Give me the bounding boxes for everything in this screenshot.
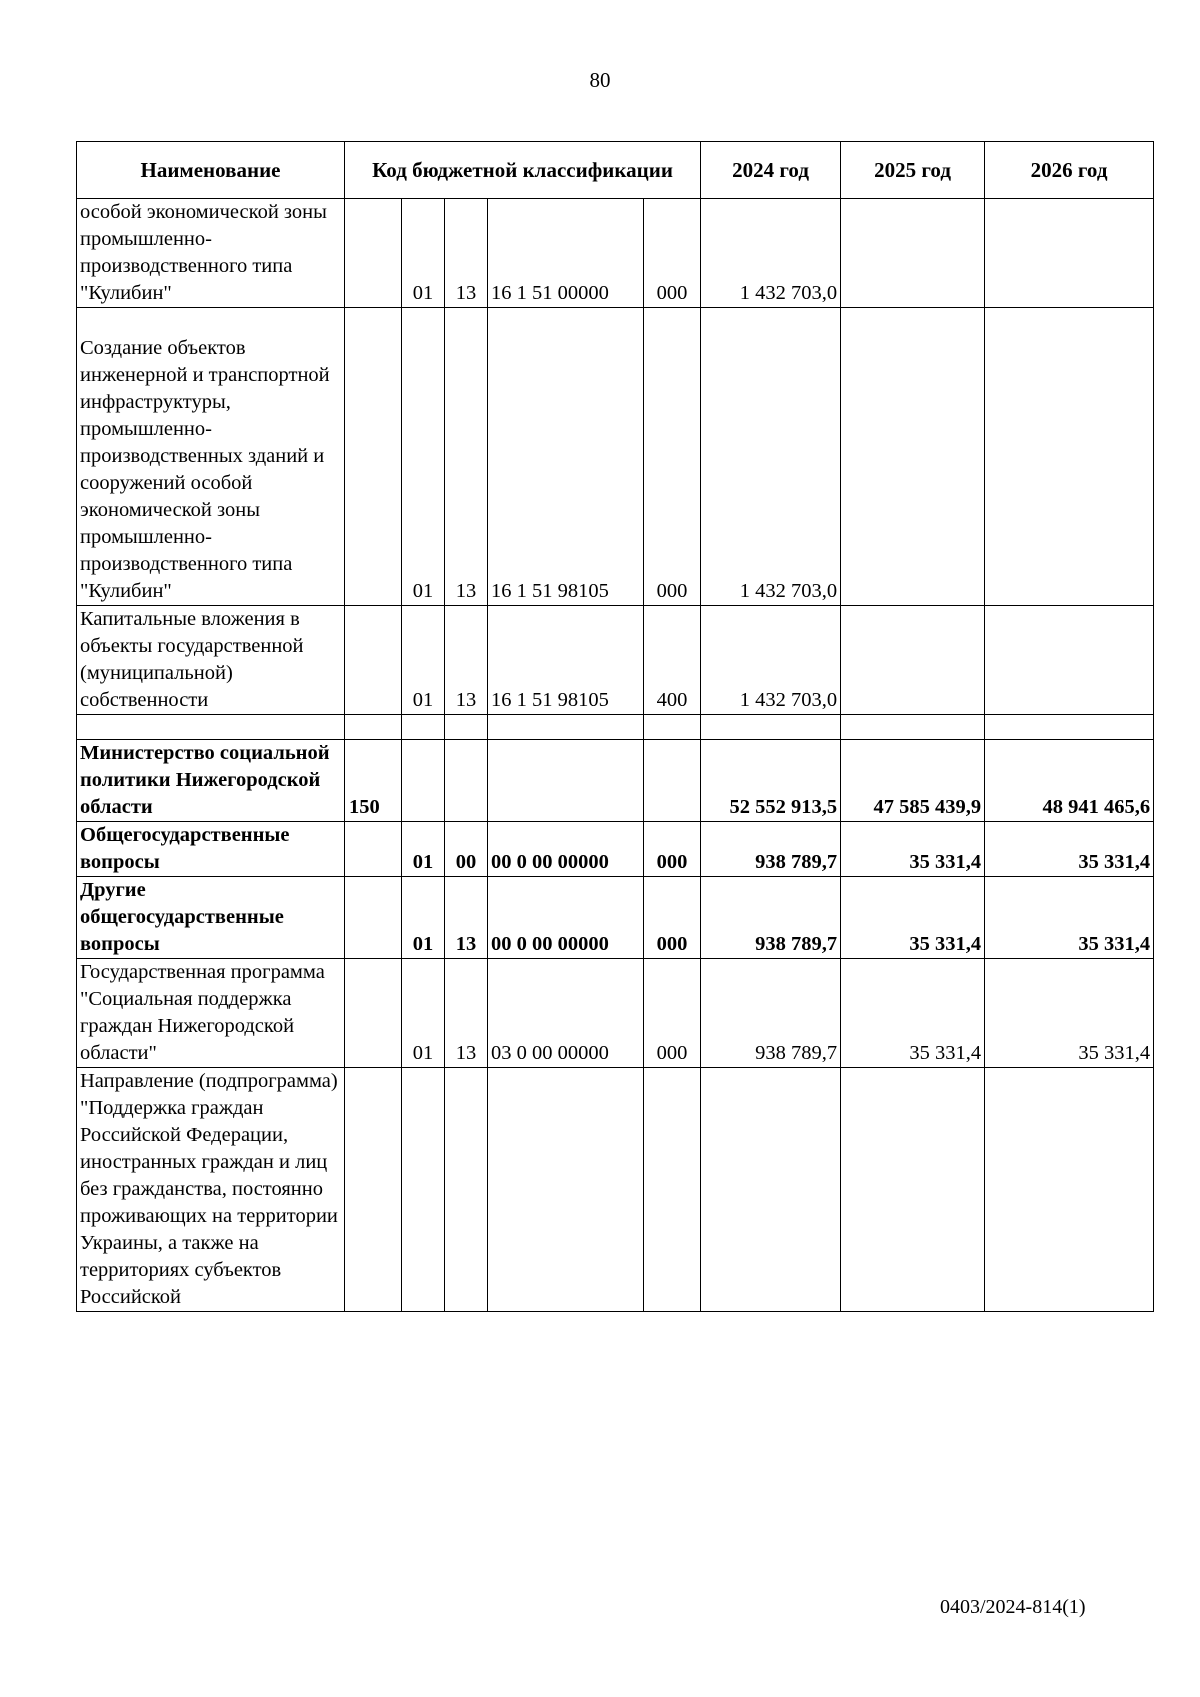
row-2024-value: 938 789,7 bbox=[701, 822, 841, 877]
spacer-cell bbox=[985, 715, 1154, 740]
row-name: Капитальные вложения в объекты государственной (муниципальной) собственности bbox=[77, 606, 345, 715]
row-2026-value bbox=[985, 606, 1154, 715]
row-subsection-code: 00 bbox=[445, 822, 488, 877]
row-ministry-code bbox=[345, 822, 402, 877]
row-ministry-code bbox=[345, 1068, 402, 1312]
row-expense-type bbox=[644, 740, 701, 822]
row-subsection-code: 13 bbox=[445, 959, 488, 1068]
row-ministry-code bbox=[345, 606, 402, 715]
row-2026-value bbox=[985, 199, 1154, 308]
row-ministry-code bbox=[345, 959, 402, 1068]
row-2026-value bbox=[985, 308, 1154, 606]
spacer-cell bbox=[77, 715, 345, 740]
spacer-cell bbox=[644, 715, 701, 740]
page-number: 80 bbox=[589, 68, 611, 92]
table-row bbox=[77, 308, 1154, 606]
row-2025-value: 35 331,4 bbox=[841, 959, 985, 1068]
row-2026-value: 35 331,4 bbox=[985, 822, 1154, 877]
row-subsection-code: 13 bbox=[445, 308, 488, 606]
row-expense-type: 000 bbox=[644, 308, 701, 606]
row-2024-value bbox=[701, 1068, 841, 1312]
table-row bbox=[77, 606, 1154, 715]
row-2025-value: 35 331,4 bbox=[841, 822, 985, 877]
row-2025-value bbox=[841, 199, 985, 308]
row-ministry-code bbox=[345, 308, 402, 606]
row-expense-type: 000 bbox=[644, 822, 701, 877]
row-section-code: 01 bbox=[402, 822, 445, 877]
row-section-code: 01 bbox=[402, 199, 445, 308]
row-2024-value: 1 432 703,0 bbox=[701, 606, 841, 715]
row-subsection-code bbox=[445, 740, 488, 822]
table-row bbox=[77, 959, 1154, 1068]
row-target-code bbox=[488, 740, 644, 822]
budget-table bbox=[76, 141, 1154, 1312]
table-row bbox=[77, 199, 1154, 308]
row-target-code: 16 1 51 98105 bbox=[488, 606, 644, 715]
table-row bbox=[77, 822, 1154, 877]
row-2024-value: 1 432 703,0 bbox=[701, 308, 841, 606]
row-section-code bbox=[402, 1068, 445, 1312]
header-2024: 2024 год bbox=[701, 142, 841, 199]
row-target-code bbox=[488, 1068, 644, 1312]
spacer-row bbox=[77, 715, 1154, 740]
row-name: особой экономической зоны промышленно-производственного типа "Кулибин" bbox=[77, 199, 345, 308]
row-2025-value: 35 331,4 bbox=[841, 877, 985, 959]
spacer-cell bbox=[701, 715, 841, 740]
row-name: Министерство социальной политики Нижегородской области bbox=[77, 740, 345, 822]
row-section-code bbox=[402, 740, 445, 822]
row-2025-value bbox=[841, 606, 985, 715]
row-section-code: 01 bbox=[402, 877, 445, 959]
header-2025: 2025 год bbox=[841, 142, 985, 199]
table-row bbox=[77, 877, 1154, 959]
row-expense-type bbox=[644, 1068, 701, 1312]
row-2024-value: 938 789,7 bbox=[701, 877, 841, 959]
row-2025-value: 47 585 439,9 bbox=[841, 740, 985, 822]
row-name: Другие общегосударственные вопросы bbox=[77, 877, 345, 959]
row-target-code: 00 0 00 00000 bbox=[488, 822, 644, 877]
header-name: Наименование bbox=[77, 142, 345, 199]
row-expense-type: 000 bbox=[644, 877, 701, 959]
row-2026-value: 35 331,4 bbox=[985, 959, 1154, 1068]
header-2026: 2026 год bbox=[985, 142, 1154, 199]
row-subsection-code: 13 bbox=[445, 199, 488, 308]
row-section-code: 01 bbox=[402, 606, 445, 715]
document-code: 0403/2024-814(1) bbox=[940, 1596, 1086, 1618]
row-2026-value: 35 331,4 bbox=[985, 877, 1154, 959]
spacer-cell bbox=[345, 715, 402, 740]
row-name: Государственная программа "Социальная поддержка граждан Нижегородской области" bbox=[77, 959, 345, 1068]
row-2025-value bbox=[841, 308, 985, 606]
row-name: Направление (подпрограмма) "Поддержка граждан Российской Федерации, иностранных граждан и лиц без гражданства, постоянно проживающих на территории Украины, а также на территориях субъектов Российской bbox=[77, 1068, 345, 1312]
row-expense-type: 400 bbox=[644, 606, 701, 715]
table-header-row bbox=[77, 142, 1154, 199]
row-target-code: 16 1 51 00000 bbox=[488, 199, 644, 308]
row-section-code: 01 bbox=[402, 308, 445, 606]
spacer-cell bbox=[841, 715, 985, 740]
row-2024-value: 1 432 703,0 bbox=[701, 199, 841, 308]
row-ministry-code: 150 bbox=[345, 740, 402, 822]
row-expense-type: 000 bbox=[644, 199, 701, 308]
row-ministry-code bbox=[345, 199, 402, 308]
row-2025-value bbox=[841, 1068, 985, 1312]
row-name: Создание объектов инженерной и транспортной инфраструктуры, промышленно-производственных зданий и сооружений особой экономической зоны промышленно-производственного типа "Кулибин" bbox=[77, 308, 345, 606]
row-subsection-code: 13 bbox=[445, 877, 488, 959]
row-subsection-code: 13 bbox=[445, 606, 488, 715]
row-2024-value: 52 552 913,5 bbox=[701, 740, 841, 822]
table-row bbox=[77, 1068, 1154, 1312]
header-budget-code: Код бюджетной классификации bbox=[345, 142, 701, 199]
row-target-code: 03 0 00 00000 bbox=[488, 959, 644, 1068]
row-2024-value: 938 789,7 bbox=[701, 959, 841, 1068]
row-name: Общегосударственные вопросы bbox=[77, 822, 345, 877]
row-section-code: 01 bbox=[402, 959, 445, 1068]
row-subsection-code bbox=[445, 1068, 488, 1312]
row-target-code: 00 0 00 00000 bbox=[488, 877, 644, 959]
row-2026-value: 48 941 465,6 bbox=[985, 740, 1154, 822]
row-ministry-code bbox=[345, 877, 402, 959]
row-2026-value bbox=[985, 1068, 1154, 1312]
spacer-cell bbox=[402, 715, 445, 740]
spacer-cell bbox=[445, 715, 488, 740]
table-row bbox=[77, 740, 1154, 822]
row-target-code: 16 1 51 98105 bbox=[488, 308, 644, 606]
spacer-cell bbox=[488, 715, 644, 740]
row-expense-type: 000 bbox=[644, 959, 701, 1068]
